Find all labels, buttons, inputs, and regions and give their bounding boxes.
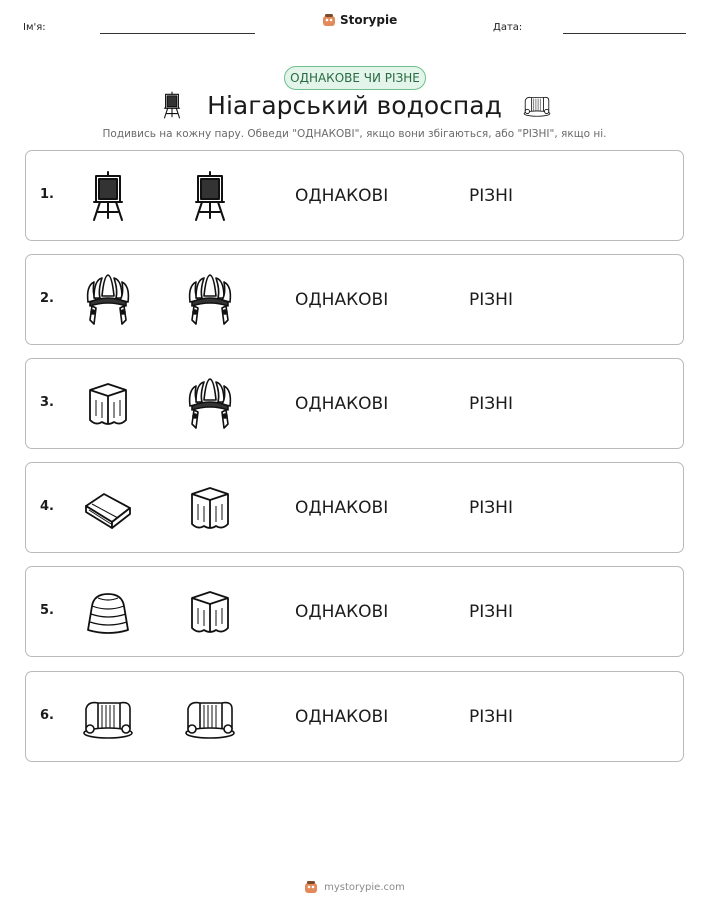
option-same[interactable]: ОДНАКОВІ <box>295 394 389 414</box>
name-label: Ім'я: <box>23 22 46 33</box>
title-row <box>0 90 709 120</box>
option-same[interactable]: ОДНАКОВІ <box>295 498 389 518</box>
tree-stump-icon <box>80 376 136 432</box>
option-same[interactable]: ОДНАКОВІ <box>295 707 389 727</box>
footer <box>0 880 709 894</box>
date-line <box>563 33 686 34</box>
rock-icon <box>80 584 136 640</box>
option-different[interactable]: РІЗНІ <box>469 602 513 622</box>
tree-stump-icon <box>182 480 238 536</box>
waterfall-icon <box>80 689 136 745</box>
exercise-row-3 <box>25 358 684 449</box>
storypie-logo-icon <box>304 880 318 894</box>
waterfall-icon <box>522 90 552 120</box>
row-number: 2. <box>40 291 54 306</box>
brand <box>322 13 397 27</box>
row-number: 1. <box>40 187 54 202</box>
option-same[interactable]: ОДНАКОВІ <box>295 602 389 622</box>
option-different[interactable]: РІЗНІ <box>469 707 513 727</box>
row-number: 4. <box>40 499 54 514</box>
option-different[interactable]: РІЗНІ <box>469 394 513 414</box>
headdress-icon <box>182 376 238 432</box>
instructions: Подивись на кожну пару. Обведи "ОДНАКОВІ", якщо вони збігаються, або "РІЗНІ", якщо ні. <box>102 128 607 140</box>
option-different[interactable]: РІЗНІ <box>469 498 513 518</box>
row-number: 3. <box>40 395 54 410</box>
option-same[interactable]: ОДНАКОВІ <box>295 186 389 206</box>
option-different[interactable]: РІЗНІ <box>469 290 513 310</box>
option-same[interactable]: ОДНАКОВІ <box>295 290 389 310</box>
row-number: 5. <box>40 603 54 618</box>
easel-icon <box>80 168 136 224</box>
name-line <box>100 33 255 34</box>
option-different[interactable]: РІЗНІ <box>469 186 513 206</box>
headdress-icon <box>182 272 238 328</box>
easel-icon <box>182 168 238 224</box>
storypie-logo-icon <box>322 13 336 27</box>
tree-stump-icon <box>182 584 238 640</box>
exercise-row-1 <box>25 150 684 241</box>
exercise-row-6 <box>25 671 684 762</box>
activity-badge: ОДНАКОВЕ ЧИ РІЗНЕ <box>284 66 426 90</box>
exercise-row-5 <box>25 566 684 657</box>
brand-name: Storypie <box>340 13 398 27</box>
easel-icon <box>157 90 187 120</box>
waterfall-icon <box>182 689 238 745</box>
page-title: Ніагарський водоспад <box>207 90 502 120</box>
book-icon <box>80 480 136 536</box>
row-number: 6. <box>40 708 54 723</box>
exercise-row-2 <box>25 254 684 345</box>
date-label: Дата: <box>493 22 523 33</box>
headdress-icon <box>80 272 136 328</box>
exercise-row-4 <box>25 462 684 553</box>
footer-url[interactable]: mystorypie.com <box>324 881 405 893</box>
